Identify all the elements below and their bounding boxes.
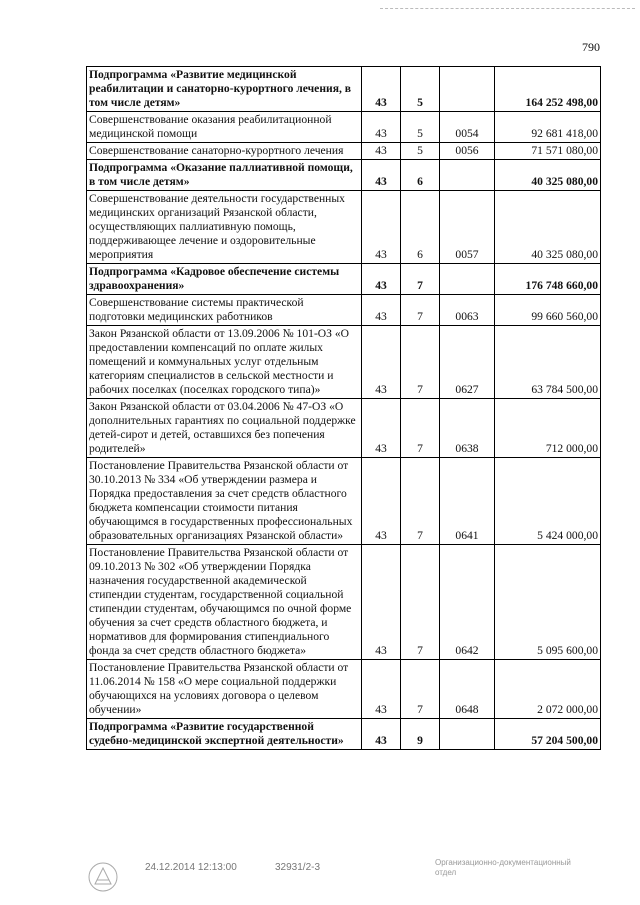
row-amount: 40 325 080,00 [495,160,601,191]
row-code-3 [440,160,495,191]
row-code-2: 7 [401,264,440,295]
budget-table [86,66,601,750]
row-code-2: 7 [401,545,440,660]
row-name: Совершенствование санаторно-курортного лечения [87,143,362,160]
row-amount: 5 424 000,00 [495,458,601,545]
row-amount: 99 660 560,00 [495,295,601,326]
row-code-2: 5 [401,143,440,160]
footer-doc-number: 32931/2-3 [275,862,321,873]
row-amount: 176 748 660,00 [495,264,601,295]
row-code-3: 0642 [440,545,495,660]
row-code-1: 43 [362,160,401,191]
row-amount: 71 571 080,00 [495,143,601,160]
emblem-icon [86,860,120,894]
row-code-3: 0056 [440,143,495,160]
row-code-1: 43 [362,719,401,750]
row-code-1: 43 [362,399,401,458]
row-code-1: 43 [362,295,401,326]
row-name: Закон Рязанской области от 03.04.2006 № 47-ОЗ «О дополнительных гарантиях по социальной поддержке детей-сирот и детей, оставшихся без попечения родителей» [87,399,362,458]
row-code-1: 43 [362,112,401,143]
table-row [87,719,601,750]
row-code-1: 43 [362,264,401,295]
row-code-2: 6 [401,160,440,191]
row-code-3 [440,719,495,750]
row-name: Закон Рязанской области от 13.09.2006 № 101-ОЗ «О предоставлении компенсаций по оплате жилых помещений и коммунальных услуг отдельным категориям специалистов в сельской местности и рабочих поселках (поселках городского типа)» [87,326,362,399]
row-code-3: 0648 [440,660,495,719]
row-name: Совершенствование деятельности государственных медицинских организаций Рязанской области, осуществляющих паллиативную помощь, поддерживающее лечение и оздоровительные мероприятия [87,191,362,264]
row-amount: 40 325 080,00 [495,191,601,264]
row-code-2: 9 [401,719,440,750]
footer-datetime: 24.12.2014 12:13:00 [145,862,237,873]
row-code-2: 7 [401,399,440,458]
row-name: Совершенствование системы практической подготовки медицинских работников [87,295,362,326]
row-name: Постановление Правительства Рязанской области от 09.10.2013 № 302 «Об утверждении Порядка назначения государственной академической стипендии студентам, государственной социальной стипендии студентам, обучающимся по очной форме обучения за счет средств областного бюджета, и нормативов для формирования стипендиального фонда за счет средств областного бюджета» [87,545,362,660]
table-row [87,112,601,143]
row-amount: 63 784 500,00 [495,326,601,399]
page-number: 790 [582,40,600,54]
row-code-3 [440,264,495,295]
row-name: Подпрограмма «Развитие медицинской реабилитации и санаторно-курортного лечения, в том числе детям» [87,67,362,112]
row-code-2: 5 [401,67,440,112]
table-row [87,326,601,399]
row-code-3: 0641 [440,458,495,545]
table-row [87,143,601,160]
table-row [87,264,601,295]
row-code-2: 7 [401,458,440,545]
scan-artifact-line [380,8,635,9]
footer-department: Организационно-документационный отдел [435,858,571,877]
table-row [87,67,601,112]
row-code-3: 0627 [440,326,495,399]
row-code-1: 43 [362,67,401,112]
row-code-2: 7 [401,660,440,719]
row-code-3: 0063 [440,295,495,326]
row-code-1: 43 [362,545,401,660]
table-row [87,458,601,545]
table-row [87,160,601,191]
table-row [87,191,601,264]
row-amount: 164 252 498,00 [495,67,601,112]
budget-table-body [87,67,601,750]
row-amount: 5 095 600,00 [495,545,601,660]
row-name: Постановление Правительства Рязанской области от 11.06.2014 № 158 «О мере социальной поддержки обучающихся на условиях договора о целевом обучении» [87,660,362,719]
table-row [87,545,601,660]
row-code-3: 0057 [440,191,495,264]
row-name: Подпрограмма «Оказание паллиативной помощи, в том числе детям» [87,160,362,191]
row-code-1: 43 [362,458,401,545]
row-code-2: 5 [401,112,440,143]
row-code-1: 43 [362,326,401,399]
table-row [87,399,601,458]
row-code-1: 43 [362,191,401,264]
row-code-2: 7 [401,326,440,399]
row-code-3 [440,67,495,112]
row-name: Подпрограмма «Кадровое обеспечение системы здравоохранения» [87,264,362,295]
table-row [87,295,601,326]
row-name: Совершенствование оказания реабилитационной медицинской помощи [87,112,362,143]
row-amount: 92 681 418,00 [495,112,601,143]
row-code-1: 43 [362,660,401,719]
row-code-3: 0054 [440,112,495,143]
row-name: Подпрограмма «Развитие государственной судебно-медицинской экспертной деятельности» [87,719,362,750]
row-amount: 712 000,00 [495,399,601,458]
row-code-1: 43 [362,143,401,160]
row-name: Постановление Правительства Рязанской области от 30.10.2013 № 334 «Об утверждении размера и Порядка предоставления за счет средств областного бюджета компенсации стоимости питания обучающимся в государственных профессиональных образовательных организациях Рязанской области» [87,458,362,545]
row-amount: 57 204 500,00 [495,719,601,750]
table-row [87,660,601,719]
row-amount: 2 072 000,00 [495,660,601,719]
footer [0,858,640,898]
row-code-2: 7 [401,295,440,326]
row-code-2: 6 [401,191,440,264]
row-code-3: 0638 [440,399,495,458]
